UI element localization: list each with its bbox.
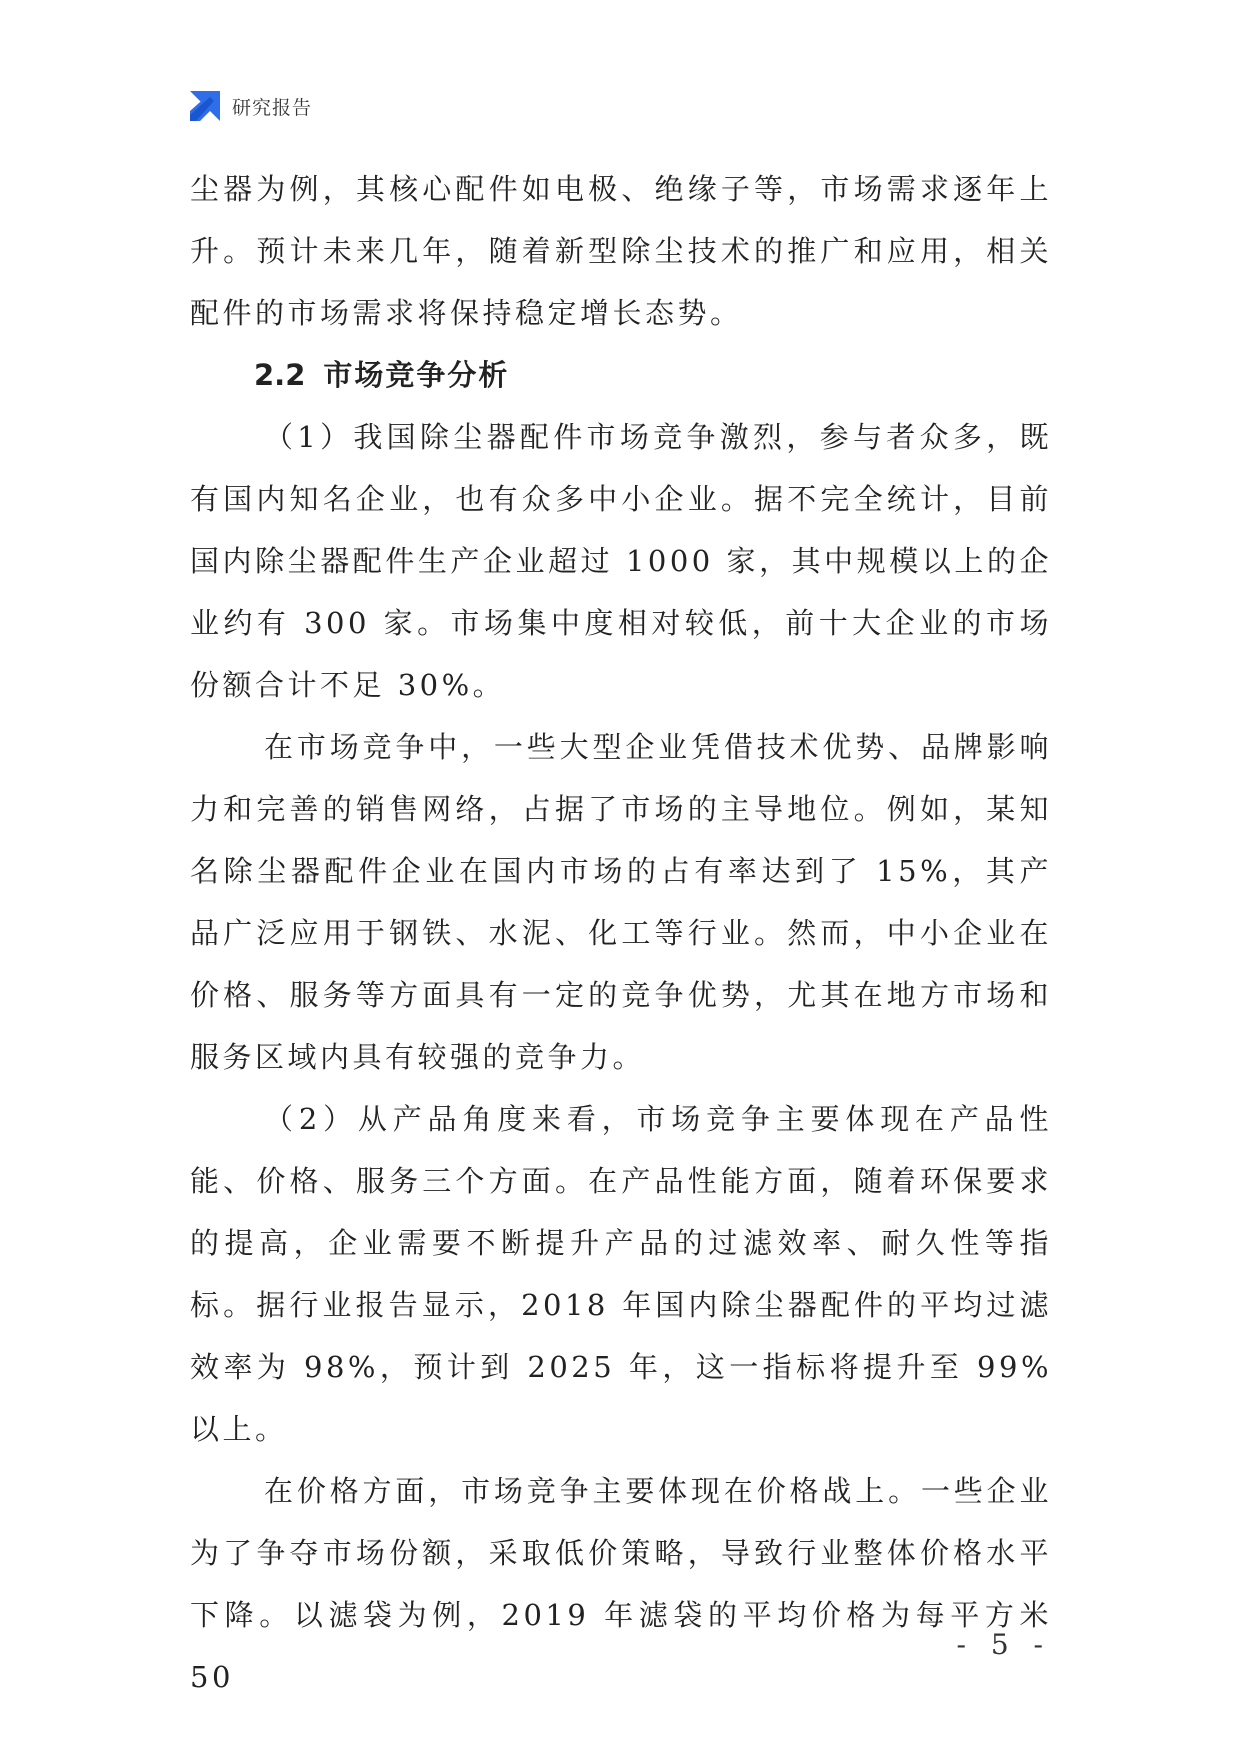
paragraph-large-enterprises: 在市场竞争中，一些大型企业凭借技术优势、品牌影响力和完善的销售网络，占据了市场的主导地位。例如，某知名除尘器配件企业在国内市场的占有率达到了 15%，其产品广泛应用于钢铁、水泥、化工等行业。然而，中小企业在价格、服务等方面具有一定的竞争优势，尤其在地方市场和服务区域内具有较强的竞争力。 (190, 730, 1052, 1074)
paragraph-price-competition: 在价格方面，市场竞争主要体现在价格战上。一些企业为了争夺市场份额，采取低价策略，导致行业整体价格水平下降。以滤袋为例，2019 年滤袋的平均价格为每平方米 50 (190, 1474, 1052, 1694)
arrow-logo-icon (188, 89, 222, 123)
section-heading (190, 344, 1052, 406)
paragraph-continuation: 尘器为例，其核心配件如电极、绝缘子等，市场需求逐年上升。预计未来几年，随着新型除尘技术的推广和应用，相关配件的市场需求将保持稳定增长态势。 (190, 172, 1052, 330)
section-number: 2.2 (254, 358, 306, 392)
header-title: 研究报告 (232, 96, 313, 119)
page-number: - 5 - (956, 1628, 1051, 1661)
paragraph-product-perspective: （2）从产品角度来看，市场竞争主要体现在产品性能、价格、服务三个方面。在产品性能方面，随着环保要求的提高，企业需要不断提升产品的过滤效率、耐久性等指标。据行业报告显示，2018 年国内除尘器配件的平均过滤效率为 98%，预计到 2025 年，这一指标将提升至 99%以上。 (190, 1102, 1052, 1446)
document-body (190, 158, 1052, 1708)
section-title: 市场竞争分析 (323, 358, 510, 392)
paragraph-competition-overview: （1）我国除尘器配件市场竞争激烈，参与者众多，既有国内知名企业，也有众多中小企业。据不完全统计，目前国内除尘器配件生产企业超过 1000 家，其中规模以上的企业约有 300 家。市场集中度相对较低，前十大企业的市场份额合计不足 30%。 (190, 420, 1052, 702)
page-header (188, 88, 312, 124)
